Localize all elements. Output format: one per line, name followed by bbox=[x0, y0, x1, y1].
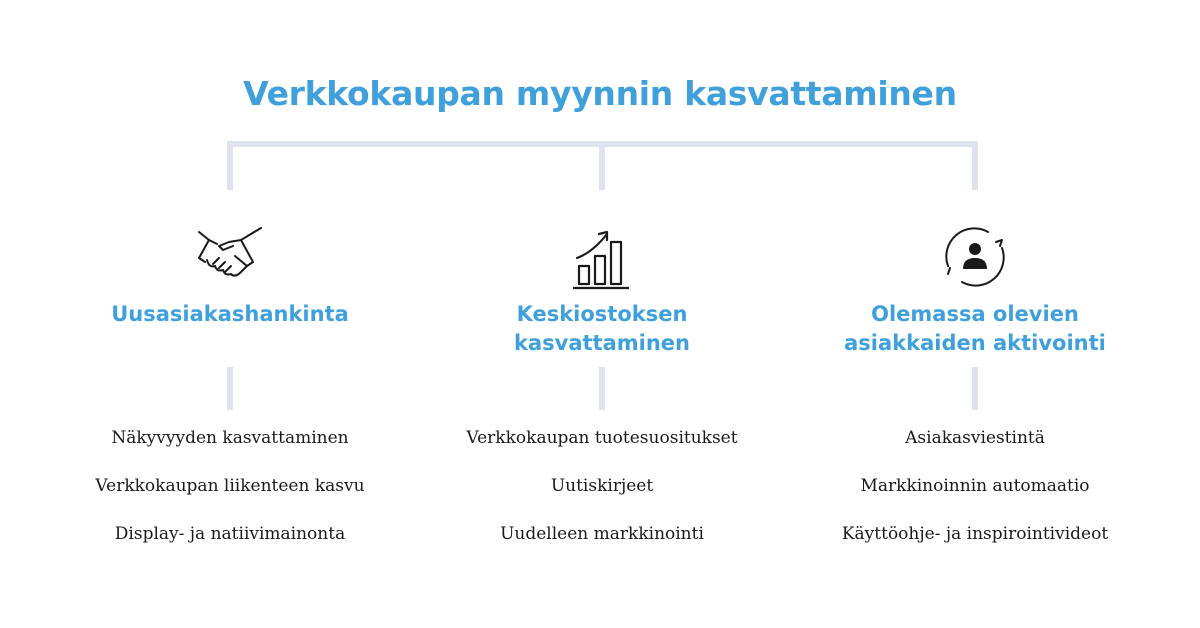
branch-stem bbox=[599, 367, 605, 410]
branch-items bbox=[402, 424, 802, 568]
list-item: Asiakasviestintä bbox=[905, 428, 1045, 448]
list-item: Uutiskirjeet bbox=[550, 476, 654, 496]
heading-line: Keskiostoksen bbox=[516, 302, 688, 326]
list-item: Verkkokaupan tuotesuositukset bbox=[466, 428, 738, 448]
branch-heading bbox=[775, 300, 1175, 358]
list-item: Uudelleen markkinointi bbox=[500, 524, 704, 544]
branch-items bbox=[30, 424, 430, 568]
heading-line: Uusasiakashankinta bbox=[111, 302, 349, 326]
list-item: Markkinoinnin automaatio bbox=[860, 476, 1090, 496]
branch-heading bbox=[402, 300, 802, 358]
heading-line: asiakkaiden aktivointi bbox=[844, 331, 1106, 355]
branch-heading bbox=[30, 300, 430, 329]
branch-stem bbox=[227, 367, 233, 410]
list-item: Verkkokaupan liikenteen kasvu bbox=[95, 476, 365, 496]
branch-stem bbox=[972, 367, 978, 410]
heading-line: kasvattaminen bbox=[514, 331, 690, 355]
branch-existing-customers bbox=[775, 0, 1175, 628]
customer-refresh-icon bbox=[940, 222, 1010, 292]
growth-chart-icon bbox=[567, 222, 637, 292]
list-item: Display- ja natiivimainonta bbox=[114, 524, 346, 544]
branch-items bbox=[775, 424, 1175, 568]
diagram-title: Verkkokaupan myynnin kasvattaminen bbox=[243, 74, 957, 113]
branch-new-customers bbox=[30, 0, 430, 628]
heading-line: Olemassa olevien bbox=[871, 302, 1079, 326]
branch-average-order bbox=[402, 0, 802, 628]
handshake-icon bbox=[195, 222, 265, 292]
list-item: Näkyvyyden kasvattaminen bbox=[111, 428, 349, 448]
list-item: Käyttöohje- ja inspirointivideot bbox=[841, 524, 1109, 544]
